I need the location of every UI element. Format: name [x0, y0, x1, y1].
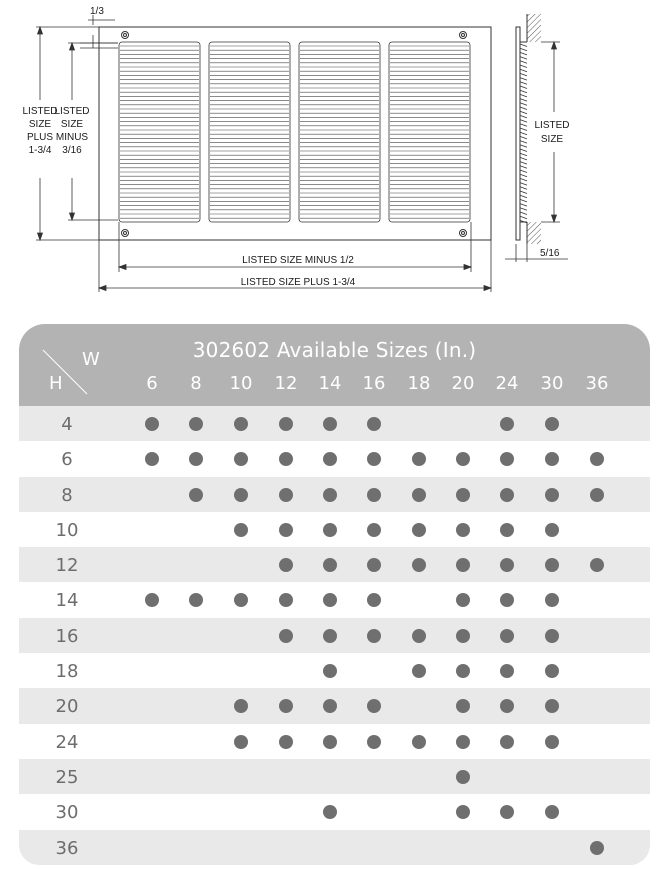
side-fin	[520, 132, 527, 135]
side-fin	[520, 166, 527, 169]
side-fin	[520, 111, 527, 114]
side-fin	[520, 153, 527, 156]
side-fin	[520, 145, 527, 148]
availability-dot-20x16	[367, 699, 381, 713]
side-fin	[520, 61, 527, 64]
availability-dot-16x14	[323, 629, 337, 643]
availability-dot-12x24	[500, 558, 514, 572]
side-fin	[520, 204, 527, 207]
dim-side-depth-label: 5/16	[540, 248, 560, 259]
availability-dot-12x20	[456, 558, 470, 572]
availability-dot-24x20	[456, 735, 470, 749]
louver-panel	[119, 42, 200, 222]
dim-left-outer-label-3: PLUS	[26, 132, 54, 143]
side-fin	[520, 162, 527, 165]
side-fin	[520, 187, 527, 190]
row-height-label: 16	[55, 625, 79, 647]
table-row	[19, 794, 650, 829]
availability-dot-14x20	[456, 593, 470, 607]
dim-left-inner-label-4: 3/16	[62, 145, 82, 156]
availability-dot-12x16	[367, 558, 381, 572]
side-fin	[520, 82, 527, 85]
side-fin	[520, 90, 527, 93]
availability-dot-4x8	[189, 417, 203, 431]
row-height-label: 25	[55, 766, 79, 788]
table-row	[19, 477, 650, 512]
availability-dot-20x24	[500, 699, 514, 713]
available-sizes-table	[19, 324, 650, 865]
availability-dot-18x20	[456, 664, 470, 678]
availability-dot-4x12	[279, 417, 293, 431]
dim-left-inner-label-3: MINUS	[55, 132, 89, 143]
availability-dot-36x36	[590, 841, 604, 855]
corner-label-w: W	[82, 349, 100, 370]
availability-dot-8x16	[367, 488, 381, 502]
side-fin	[520, 94, 527, 97]
side-fin	[520, 195, 527, 198]
dim-left-outer-label-4: 1-3/4	[28, 145, 52, 156]
side-fins	[520, 44, 527, 223]
table-row	[19, 512, 650, 547]
availability-dot-14x10	[234, 593, 248, 607]
side-fin	[520, 178, 527, 181]
availability-dot-14x16	[367, 593, 381, 607]
availability-dot-6x12	[279, 452, 293, 466]
side-fin	[520, 216, 527, 219]
side-fin	[520, 128, 527, 131]
louver-panel	[209, 42, 290, 222]
availability-dot-20x14	[323, 699, 337, 713]
side-fin	[520, 124, 527, 127]
table-row	[19, 406, 650, 441]
row-height-label: 4	[61, 414, 73, 435]
side-fin	[520, 141, 527, 144]
table-row	[19, 759, 650, 794]
table-row	[19, 724, 650, 759]
availability-dot-8x18	[412, 488, 426, 502]
availability-dot-4x24	[500, 417, 514, 431]
availability-dot-8x36	[590, 488, 604, 502]
side-fin	[520, 57, 527, 60]
width-header-24: 24	[495, 373, 519, 394]
availability-dot-16x30	[545, 629, 559, 643]
width-header-36: 36	[585, 373, 609, 394]
width-header-16: 16	[362, 373, 386, 394]
availability-dot-10x18	[412, 523, 426, 537]
side-fin	[520, 174, 527, 177]
side-fin	[520, 136, 527, 139]
availability-dot-16x18	[412, 629, 426, 643]
width-header-20: 20	[451, 373, 475, 394]
availability-dot-30x20	[456, 805, 470, 819]
availability-dot-10x10	[234, 523, 248, 537]
dim-left-outer-label-1: LISTED	[22, 106, 58, 117]
row-height-label: 10	[55, 519, 79, 541]
side-fin	[520, 73, 527, 76]
table-row	[19, 547, 650, 582]
width-header-8: 8	[190, 373, 202, 394]
availability-dot-14x30	[545, 593, 559, 607]
dim-left-inner-label-1: LISTED	[54, 106, 90, 117]
row-height-label: 6	[61, 449, 73, 471]
dim-bottom-inner-label: LISTED SIZE MINUS 1/2	[242, 255, 354, 266]
width-header-10: 10	[229, 373, 253, 394]
table-header	[19, 324, 650, 406]
availability-dot-10x12	[279, 523, 293, 537]
availability-dot-20x20	[456, 699, 470, 713]
availability-dot-14x24	[500, 593, 514, 607]
availability-dot-6x6	[145, 452, 159, 466]
side-fin	[520, 115, 527, 118]
side-fin	[520, 86, 527, 89]
side-fin	[520, 120, 527, 123]
side-fin	[520, 65, 527, 68]
availability-dot-6x14	[323, 452, 337, 466]
availability-dot-24x10	[234, 735, 248, 749]
side-fin	[520, 69, 527, 72]
dim-one-third-label: 1/3	[90, 6, 104, 17]
availability-dot-24x24	[500, 735, 514, 749]
row-height-label: 18	[55, 661, 79, 683]
side-fin	[520, 191, 527, 194]
availability-dot-12x12	[279, 558, 293, 572]
availability-dot-20x12	[279, 699, 293, 713]
side-fin	[520, 44, 527, 47]
availability-dot-6x24	[500, 452, 514, 466]
row-height-label: 24	[55, 731, 79, 753]
table-row	[19, 653, 650, 688]
availability-dot-6x16	[367, 452, 381, 466]
availability-dot-6x18	[412, 452, 426, 466]
availability-dot-14x12	[279, 593, 293, 607]
side-fin	[520, 48, 527, 51]
availability-dot-20x10	[234, 699, 248, 713]
availability-dot-18x18	[412, 664, 426, 678]
availability-dot-14x6	[145, 593, 159, 607]
availability-dot-24x30	[545, 735, 559, 749]
corner-label-h: H	[49, 373, 63, 394]
availability-dot-8x24	[500, 488, 514, 502]
availability-dot-4x30	[545, 417, 559, 431]
side-fin	[520, 157, 527, 160]
availability-dot-8x8	[189, 488, 203, 502]
availability-dot-10x16	[367, 523, 381, 537]
table-row	[19, 618, 650, 653]
availability-dot-30x14	[323, 805, 337, 819]
width-header-18: 18	[407, 373, 431, 394]
availability-dot-6x20	[456, 452, 470, 466]
availability-dot-24x18	[412, 735, 426, 749]
table-row	[19, 688, 650, 723]
availability-dot-8x10	[234, 488, 248, 502]
availability-dot-8x14	[323, 488, 337, 502]
availability-dot-8x20	[456, 488, 470, 502]
availability-dot-12x30	[545, 558, 559, 572]
availability-dot-6x8	[189, 452, 203, 466]
side-fin	[520, 107, 527, 110]
dim-side-label-1: LISTED	[534, 120, 570, 131]
dim-bottom-outer-label: LISTED SIZE PLUS 1-3/4	[240, 277, 356, 288]
availability-dot-4x6	[145, 417, 159, 431]
availability-dot-12x14	[323, 558, 337, 572]
availability-dot-24x14	[323, 735, 337, 749]
row-height-label: 20	[55, 696, 79, 718]
width-header-6: 6	[146, 373, 158, 394]
availability-dot-8x12	[279, 488, 293, 502]
availability-dot-16x16	[367, 629, 381, 643]
availability-dot-18x30	[545, 664, 559, 678]
availability-dot-24x12	[279, 735, 293, 749]
availability-dot-12x18	[412, 558, 426, 572]
width-header-14: 14	[318, 373, 342, 394]
table-title: 302602 Available Sizes (In.)	[192, 338, 477, 362]
side-fin	[520, 78, 527, 81]
availability-dot-16x24	[500, 629, 514, 643]
availability-dot-8x30	[545, 488, 559, 502]
availability-dot-18x24	[500, 664, 514, 678]
side-fin	[520, 52, 527, 55]
table-row	[19, 582, 650, 617]
side-fin	[520, 208, 527, 211]
availability-dot-4x10	[234, 417, 248, 431]
availability-dot-18x14	[323, 664, 337, 678]
side-fin	[520, 212, 527, 215]
availability-dot-10x20	[456, 523, 470, 537]
table-row	[19, 441, 650, 476]
availability-dot-6x30	[545, 452, 559, 466]
availability-dot-4x14	[323, 417, 337, 431]
availability-dot-16x20	[456, 629, 470, 643]
dim-side-label-2: SIZE	[540, 134, 564, 145]
availability-dot-30x30	[545, 805, 559, 819]
availability-dot-30x24	[500, 805, 514, 819]
side-fin	[520, 99, 527, 102]
availability-dot-16x12	[279, 629, 293, 643]
row-height-label: 30	[55, 802, 79, 824]
row-height-label: 8	[61, 484, 73, 506]
row-height-label: 12	[55, 555, 79, 577]
availability-dot-6x10	[234, 452, 248, 466]
table-row	[19, 830, 650, 865]
availability-dot-20x30	[545, 699, 559, 713]
availability-dot-10x30	[545, 523, 559, 537]
row-height-label: 36	[55, 837, 79, 859]
side-fin	[520, 170, 527, 173]
availability-dot-25x20	[456, 770, 470, 784]
row-height-label: 14	[55, 590, 79, 612]
availability-dot-10x14	[323, 523, 337, 537]
side-fin	[520, 103, 527, 106]
grille-dimension-drawing	[0, 0, 670, 310]
availability-dot-14x8	[189, 593, 203, 607]
side-fin	[520, 199, 527, 202]
side-fin	[520, 183, 527, 186]
side-fin	[520, 149, 527, 152]
dim-left-inner-label-2: SIZE	[60, 119, 84, 130]
table-body	[19, 406, 650, 865]
louver-panel	[389, 42, 470, 222]
availability-dot-14x14	[323, 593, 337, 607]
width-header-30: 30	[540, 373, 564, 394]
availability-dot-4x16	[367, 417, 381, 431]
availability-dot-10x24	[500, 523, 514, 537]
availability-dot-24x16	[367, 735, 381, 749]
louver-panel	[299, 42, 380, 222]
availability-dot-6x36	[590, 452, 604, 466]
dim-left-outer-label-2: SIZE	[28, 119, 52, 130]
availability-dot-12x36	[590, 558, 604, 572]
width-header-12: 12	[274, 373, 298, 394]
